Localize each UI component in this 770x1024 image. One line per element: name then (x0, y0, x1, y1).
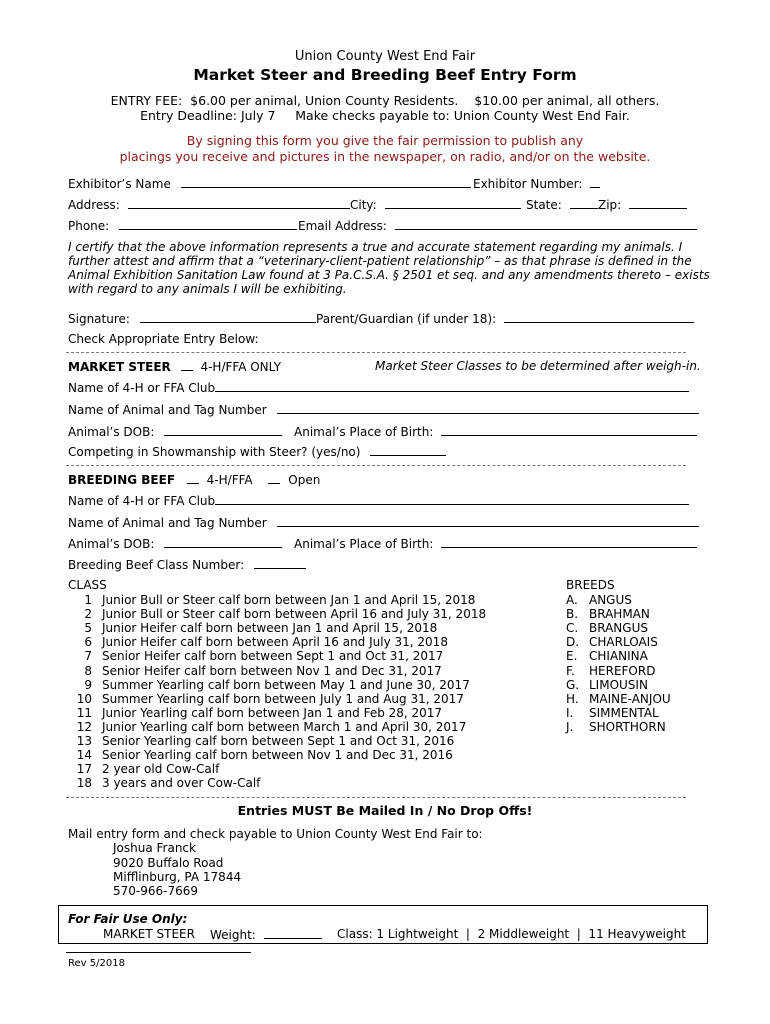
class-heading: CLASS (68, 578, 107, 592)
class-number: 18 (76, 776, 92, 791)
breed-letter: J. (566, 719, 574, 734)
market-steer-title: MARKET STEER (68, 360, 171, 374)
deadline-line: Entry Deadline: July 7 Make checks payable to: Union County West End Fair. (140, 108, 630, 123)
footer-rule (66, 952, 251, 953)
market-animal-field[interactable] (277, 402, 699, 414)
class-item (68, 593, 475, 607)
breed-name: CHARLOAIS (589, 635, 658, 650)
class-number: 13 (76, 734, 92, 748)
market-steer-checkbox[interactable] (181, 359, 193, 371)
breeds-heading: BREEDS (566, 578, 615, 592)
mail-name: Joshua Franck (113, 841, 196, 855)
weight-field[interactable] (264, 927, 322, 939)
breeding-4h-checkbox[interactable] (187, 472, 199, 484)
breed-item (566, 720, 666, 734)
certification-line-1: I certify that the above information represents a true and accurate statement regarding my animals. I (68, 240, 683, 254)
city-field[interactable] (385, 197, 521, 209)
divider (66, 465, 686, 466)
class-number: 5 (84, 621, 92, 636)
breed-letter: A. (566, 593, 578, 607)
class-description: Senior Heifer calf born between Nov 1 and Dec 31, 2017 (102, 663, 442, 678)
breeding-option-4h: 4-H/FFA (206, 473, 253, 487)
breed-name: SHORTHORN (589, 719, 666, 734)
mail-phone: 570-966-7669 (113, 884, 199, 898)
zip-label: Zip: (598, 198, 622, 212)
class-number: 8 (84, 663, 92, 678)
class-item (68, 748, 453, 762)
breed-item (566, 649, 648, 663)
class-description: Summer Yearling calf born between May 1 and June 30, 2017 (102, 677, 470, 692)
class-item (68, 678, 470, 692)
class-item (68, 607, 486, 621)
showmanship-field[interactable] (370, 444, 446, 456)
address-label: Address: (68, 198, 120, 212)
phone-label: Phone: (68, 219, 110, 233)
certification-line-3: Animal Exhibition Sanitation Law found at 3 Pa.C.S.A. § 2501 et seq. and any amendments thereto – exists (68, 268, 710, 282)
class-description: Junior Bull or Steer calf born between Jan 1 and April 15, 2018 (102, 593, 476, 607)
class-number: 12 (76, 719, 92, 734)
breed-name: LIMOUSIN (589, 677, 648, 692)
class-number: 14 (76, 748, 92, 763)
certification-line-4: with regard to any animals I will be exhibiting. (68, 282, 347, 296)
breed-item (566, 621, 648, 635)
class-description: Junior Yearling calf born between March 1 and April 30, 2017 (102, 719, 467, 734)
breed-item (566, 607, 650, 621)
email-label: Email Address: (298, 219, 387, 233)
breed-name: ANGUS (589, 593, 632, 607)
breed-name: BRANGUS (589, 621, 648, 636)
divider (66, 352, 686, 353)
club-label: Name of 4-H or FFA Club (68, 494, 216, 508)
breed-letter: G. (566, 677, 580, 692)
state-field[interactable] (570, 197, 598, 209)
check-entry-label: Check Appropriate Entry Below: (68, 332, 259, 346)
email-field[interactable] (395, 218, 697, 230)
fair-use-class: Class: 1 Lightweight | 2 Middleweight | 11 Heavyweight (337, 927, 686, 941)
breeding-dob-field[interactable] (164, 536, 282, 548)
breed-letter: H. (566, 691, 579, 706)
form-title: Market Steer and Breeding Beef Entry Form (193, 66, 577, 84)
breeding-birthplace-field[interactable] (441, 536, 697, 548)
class-number: 7 (84, 649, 92, 664)
breed-item (566, 664, 655, 678)
certification-line-2: further attest and affirm that a “veterinary-client-patient relationship” – as that phrase is defined in the (68, 254, 692, 268)
class-item (68, 621, 437, 635)
fair-use-market-label: MARKET STEER (103, 927, 195, 941)
breed-item (566, 593, 632, 607)
state-label: State: (526, 198, 562, 212)
mail-instruction: Mail entry form and check payable to Union County West End Fair to: (68, 827, 483, 841)
class-description: Senior Yearling calf born between Sept 1 and Oct 31, 2016 (102, 734, 455, 748)
guardian-signature-field[interactable] (504, 311, 694, 323)
birthplace-label: Animal’s Place of Birth: (294, 425, 434, 439)
breed-letter: D. (566, 635, 580, 650)
breed-item (566, 635, 658, 649)
signature-label: Signature: (68, 312, 130, 326)
class-number: 11 (76, 705, 92, 720)
breed-item (566, 692, 671, 706)
class-description: Senior Heifer calf born between Sept 1 and Oct 31, 2017 (102, 649, 444, 664)
breed-letter: I. (566, 705, 574, 720)
class-item (68, 649, 443, 663)
class-description: 3 years and over Cow-Calf (102, 776, 261, 791)
class-description: Junior Heifer calf born between April 16 and July 31, 2018 (102, 635, 448, 650)
weight-label: Weight: (210, 928, 256, 942)
class-number: 10 (76, 691, 92, 706)
permission-line-1: By signing this form you give the fair permission to publish any (186, 133, 584, 148)
breed-name: CHIANINA (589, 649, 648, 664)
class-item (68, 762, 219, 776)
class-number: 2 (84, 607, 92, 622)
class-number: 1 (84, 593, 92, 607)
market-steer-note: Market Steer Classes to be determined after weigh-in. (375, 359, 701, 373)
mail-notice: Entries MUST Be Mailed In / No Drop Offs! (237, 803, 533, 818)
breeding-open-checkbox[interactable] (268, 472, 280, 484)
permission-line-2: placings you receive and pictures in the newspaper, on radio, and/or on the website. (119, 149, 651, 164)
class-item (68, 706, 442, 720)
breed-letter: B. (566, 607, 579, 622)
breeding-beef-title: BREEDING BEEF (68, 473, 176, 487)
class-description: Summer Yearling calf born between July 1 and Aug 31, 2017 (102, 691, 464, 706)
fair-name: Union County West End Fair (294, 49, 476, 64)
mail-street: 9020 Buffalo Road (113, 856, 224, 870)
class-number-label: Breeding Beef Class Number: (68, 558, 245, 572)
class-number: 17 (76, 762, 92, 777)
market-birthplace-field[interactable] (441, 424, 697, 436)
dob-label: Animal’s DOB: (68, 537, 155, 551)
class-item (68, 720, 466, 734)
exhibitor-number-label: Exhibitor Number: (473, 177, 583, 191)
signature-field[interactable] (140, 311, 316, 323)
market-dob-field[interactable] (164, 424, 282, 436)
exhibitor-name-label: Exhibitor’s Name (68, 177, 171, 191)
entry-fee-line: ENTRY FEE: $6.00 per animal, Union County Residents. $10.00 per animal, all others. (110, 93, 660, 108)
class-item (68, 776, 260, 790)
class-description: Junior Heifer calf born between Jan 1 and April 15, 2018 (102, 621, 438, 636)
class-description: Junior Yearling calf born between Jan 1 and Feb 28, 2017 (102, 705, 443, 720)
fair-use-heading: For Fair Use Only: (68, 912, 188, 926)
breed-name: SIMMENTAL (589, 705, 659, 720)
dob-label: Animal’s DOB: (68, 425, 155, 439)
class-description: Junior Bull or Steer calf born between April 16 and July 31, 2018 (102, 607, 487, 622)
class-description: 2 year old Cow-Calf (102, 762, 220, 777)
mail-city: Mifflinburg, PA 17844 (113, 870, 242, 884)
breed-letter: C. (566, 621, 579, 636)
divider (66, 797, 686, 798)
club-label: Name of 4-H or FFA Club (68, 381, 216, 395)
breed-name: HEREFORD (589, 663, 656, 678)
breed-item (566, 678, 648, 692)
birthplace-label: Animal’s Place of Birth: (294, 537, 434, 551)
class-item (68, 692, 464, 706)
animal-name-label: Name of Animal and Tag Number (68, 403, 267, 417)
class-item (68, 635, 448, 649)
breed-item (566, 706, 659, 720)
exhibitor-name-field[interactable] (181, 176, 471, 188)
city-label: City: (350, 198, 377, 212)
class-number-field[interactable] (254, 557, 306, 569)
class-number: 6 (84, 635, 92, 650)
revision-label: Rev 5/2018 (68, 958, 125, 969)
breeding-club-field[interactable] (215, 493, 689, 505)
breed-name: BRAHMAN (589, 607, 650, 622)
class-description: Senior Yearling calf born between Nov 1 and Dec 31, 2016 (102, 748, 453, 763)
class-item (68, 734, 454, 748)
breeding-option-open: Open (288, 473, 321, 487)
zip-field[interactable] (629, 197, 687, 209)
market-steer-option: 4-H/FFA ONLY (200, 360, 282, 374)
exhibitor-number-field[interactable] (590, 176, 600, 188)
address-field[interactable] (128, 197, 350, 209)
phone-field[interactable] (119, 218, 297, 230)
breed-name: MAINE-ANJOU (589, 691, 671, 706)
guardian-label: Parent/Guardian (if under 18): (316, 312, 497, 326)
breed-letter: E. (566, 649, 578, 664)
breeding-animal-field[interactable] (277, 515, 699, 527)
market-club-field[interactable] (215, 380, 689, 392)
animal-name-label: Name of Animal and Tag Number (68, 516, 267, 530)
class-item (68, 664, 442, 678)
breed-letter: F. (566, 663, 575, 678)
class-number: 9 (84, 677, 92, 692)
showmanship-label: Competing in Showmanship with Steer? (yes/no) (68, 445, 361, 459)
